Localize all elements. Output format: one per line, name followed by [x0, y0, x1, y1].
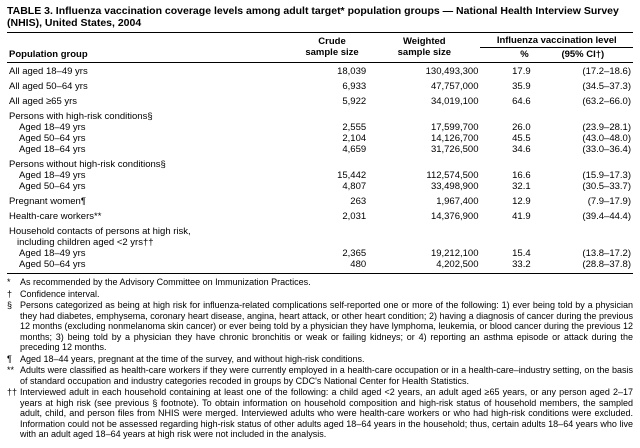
footnote-marker: ¶: [7, 353, 12, 364]
table-row: [7, 170, 633, 181]
table-row: [7, 207, 633, 222]
crude-sample-size-cell: 2,555: [342, 122, 367, 133]
table-row: [7, 63, 633, 78]
group-header-row: [7, 155, 633, 170]
percent-cell: 41.9: [512, 211, 531, 222]
footnote-marker: †: [7, 288, 13, 299]
population-group-cell: All aged 18–49 yrs: [9, 66, 88, 77]
footnote-marker: *: [7, 277, 11, 287]
weighted-header-line1: Weighted: [403, 36, 446, 47]
group-header-row: [7, 222, 633, 248]
ci-cell: (17.2–18.6): [582, 66, 631, 77]
crude-sample-size-cell: 480: [350, 259, 367, 270]
percent-cell: 12.9: [512, 196, 531, 207]
ci-cell: (39.4–44.4): [582, 211, 631, 222]
footnote-text: Interviewed adult in each household containing at least one of the following: a child aged <2 years, an adult aged ≥65 years, or any person aged 2–17 years at high risk (see previous § footnote). To obtain information on household composition and high-risk status of household members, the sampled adult, child, and person files from NHIS were merged. Interviewed adults who were health-care workers or who had high-risk conditions were excluded. Information could not be assessed regarding high-risk status of other adults aged 18–64 years in the household; thus, certain adults 18–64 years who live with an adult aged 18–64 years at high risk were not included in the analysis.: [20, 387, 633, 439]
crude-header-line1: Crude: [318, 36, 346, 47]
footnote: [7, 387, 633, 440]
group-header-row: [7, 107, 633, 122]
weighted-sample-size-cell: 14,126,700: [430, 133, 479, 144]
header-row-top: [7, 33, 633, 48]
table-title: TABLE 3. Influenza vaccination coverage levels among adult target* population groups — National Health Interview Survey (NHIS), United States, 2004: [7, 5, 619, 29]
weighted-sample-size-cell: 19,212,100: [430, 248, 479, 259]
footnote: [7, 354, 633, 365]
crude-sample-size-cell: 5,922: [342, 96, 367, 107]
footnote-marker: §: [7, 300, 13, 310]
weighted-sample-size-cell: 130,493,300: [425, 66, 479, 77]
weighted-sample-size-cell: 47,757,000: [430, 81, 479, 92]
table-body: [7, 63, 633, 274]
population-group-cell-line2: including children aged <2 yrs††: [17, 237, 154, 248]
population-group-cell: Household contacts of persons at high risk, including children aged <2 yrs††: [7, 222, 633, 248]
footnote-text: Aged 18–44 years, pregnant at the time of the survey, and without high-risk conditions.: [20, 353, 365, 364]
weighted-sample-size-cell: 112,574,500: [426, 170, 479, 181]
ci-cell: (43.0–48.0): [582, 133, 631, 144]
table-row: [7, 122, 633, 133]
percent-cell: 17.9: [512, 66, 531, 77]
column-header-crude-sample-size: [296, 33, 368, 63]
crude-sample-size-cell: 2,031: [342, 211, 367, 222]
crude-sample-size-cell: 15,442: [337, 170, 367, 181]
footnote: [7, 289, 633, 300]
table-row: [7, 92, 633, 107]
weighted-sample-size-cell: 31,726,500: [430, 144, 479, 155]
coverage-table: [7, 32, 633, 274]
population-group-cell: Persons without high-risk conditions§: [9, 159, 166, 170]
population-group-cell: Health-care workers**: [9, 211, 102, 222]
weighted-sample-size-cell: 4,202,500: [436, 259, 479, 270]
crude-sample-size-cell: 4,659: [342, 144, 367, 155]
population-group-cell: Aged 50–64 yrs: [19, 181, 86, 192]
weighted-sample-size-cell: 14,376,900: [430, 211, 479, 222]
crude-header-line2: sample size: [305, 46, 359, 58]
footnote-text: Persons categorized as being at high risk for influenza-related complications self-reported one or more of the following: 1) ever being told by a physician they had diabetes, emphysema, coronary heart disease, angina, heart attack, or other heart condition; 2) having a diagnosis of cancer during the previous 12 months (excluding nonmelanoma skin cancer) or ever being told by a physician they have lymphoma, leukemia, or blood cancer during the previous 12 months; 3) being told by a physician they have chronic bronchitis or weak or failing kidneys; or 4) reporting an asthma episode or attack during the preceding 12 months.: [20, 300, 633, 352]
population-group-cell: Aged 18–49 yrs: [19, 122, 86, 133]
percent-cell: 33.2: [512, 259, 531, 270]
percent-cell: 34.6: [512, 144, 531, 155]
crude-sample-size-cell: 263: [350, 196, 367, 207]
percent-cell: 16.6: [512, 170, 531, 181]
crude-sample-size-cell: 2,104: [342, 133, 367, 144]
footnote-text: As recommended by the Advisory Committee on Immunization Practices.: [20, 277, 311, 287]
ci-cell: (15.9–17.3): [582, 170, 631, 181]
population-group-cell: Aged 18–49 yrs: [19, 170, 86, 181]
population-group-cell: Aged 50–64 yrs: [19, 133, 86, 144]
table-row: [7, 181, 633, 192]
crude-sample-size-cell: 18,039: [337, 66, 367, 77]
table-row: [7, 192, 633, 207]
footnote: [7, 365, 633, 386]
percent-cell: 15.4: [512, 248, 531, 259]
population-group-cell: Pregnant women¶: [9, 196, 86, 207]
column-header-vaccination-level: Influenza vaccination level: [480, 33, 633, 48]
weighted-header-line2: sample size: [397, 46, 451, 58]
ci-cell: (34.5–37.3): [582, 81, 631, 92]
ci-cell: (13.8–17.2): [582, 248, 631, 259]
crude-sample-size-cell: 6,933: [342, 81, 367, 92]
footnote-text: Adults were classified as health-care workers if they were currently employed in a health-care occupation or in a health-care–industry setting, on the basis of standard occupation and industry categories recoded in groups by CDC's National Center for Health Statistics.: [20, 365, 633, 386]
population-group-cell: All aged ≥65 yrs: [9, 96, 78, 107]
weighted-sample-size-cell: 17,599,700: [430, 122, 479, 133]
weighted-sample-size-cell: 34,019,100: [430, 96, 479, 107]
footnote: [7, 300, 633, 353]
column-header-ci: (95% CI†): [533, 48, 633, 63]
table-row: [7, 133, 633, 144]
footnote-marker: **: [7, 365, 15, 375]
table-row: [7, 248, 633, 259]
population-group-cell: All aged 50–64 yrs: [9, 81, 88, 92]
population-group-cell: Aged 50–64 yrs: [19, 259, 86, 270]
population-group-cell: Persons with high-risk conditions§: [9, 111, 153, 122]
crude-sample-size-cell: 4,807: [342, 181, 367, 192]
footnote-text: Confidence interval.: [20, 288, 100, 299]
ci-cell: (33.0–36.4): [582, 144, 631, 155]
ci-cell: (63.2–66.0): [582, 96, 631, 107]
column-header-percent: %: [480, 48, 532, 63]
population-group-cell: Aged 18–49 yrs: [19, 248, 86, 259]
ci-cell: (7.9–17.9): [587, 196, 631, 207]
population-group-cell: Aged 18–64 yrs: [19, 144, 86, 155]
table-header: [7, 33, 633, 63]
footnote: [7, 277, 633, 288]
percent-cell: 64.6: [512, 96, 531, 107]
footnote-marker: ††: [7, 387, 18, 397]
percent-cell: 35.9: [512, 81, 531, 92]
table-row: [7, 77, 633, 92]
footnotes: [7, 277, 633, 440]
percent-cell: 32.1: [512, 181, 531, 192]
table-row: [7, 259, 633, 274]
crude-sample-size-cell: 2,365: [342, 248, 367, 259]
weighted-sample-size-cell: 1,967,400: [436, 196, 479, 207]
ci-cell: (23.9–28.1): [582, 122, 631, 133]
percent-cell: 26.0: [512, 122, 531, 133]
table-row: [7, 144, 633, 155]
percent-cell: 45.5: [512, 133, 531, 144]
ci-cell: (28.8–37.8): [582, 259, 631, 270]
column-header-weighted-sample-size: [368, 33, 480, 63]
weighted-sample-size-cell: 33,498,900: [430, 181, 479, 192]
ci-cell: (30.5–33.7): [582, 181, 631, 192]
column-header-population-group: Population group: [7, 33, 296, 63]
